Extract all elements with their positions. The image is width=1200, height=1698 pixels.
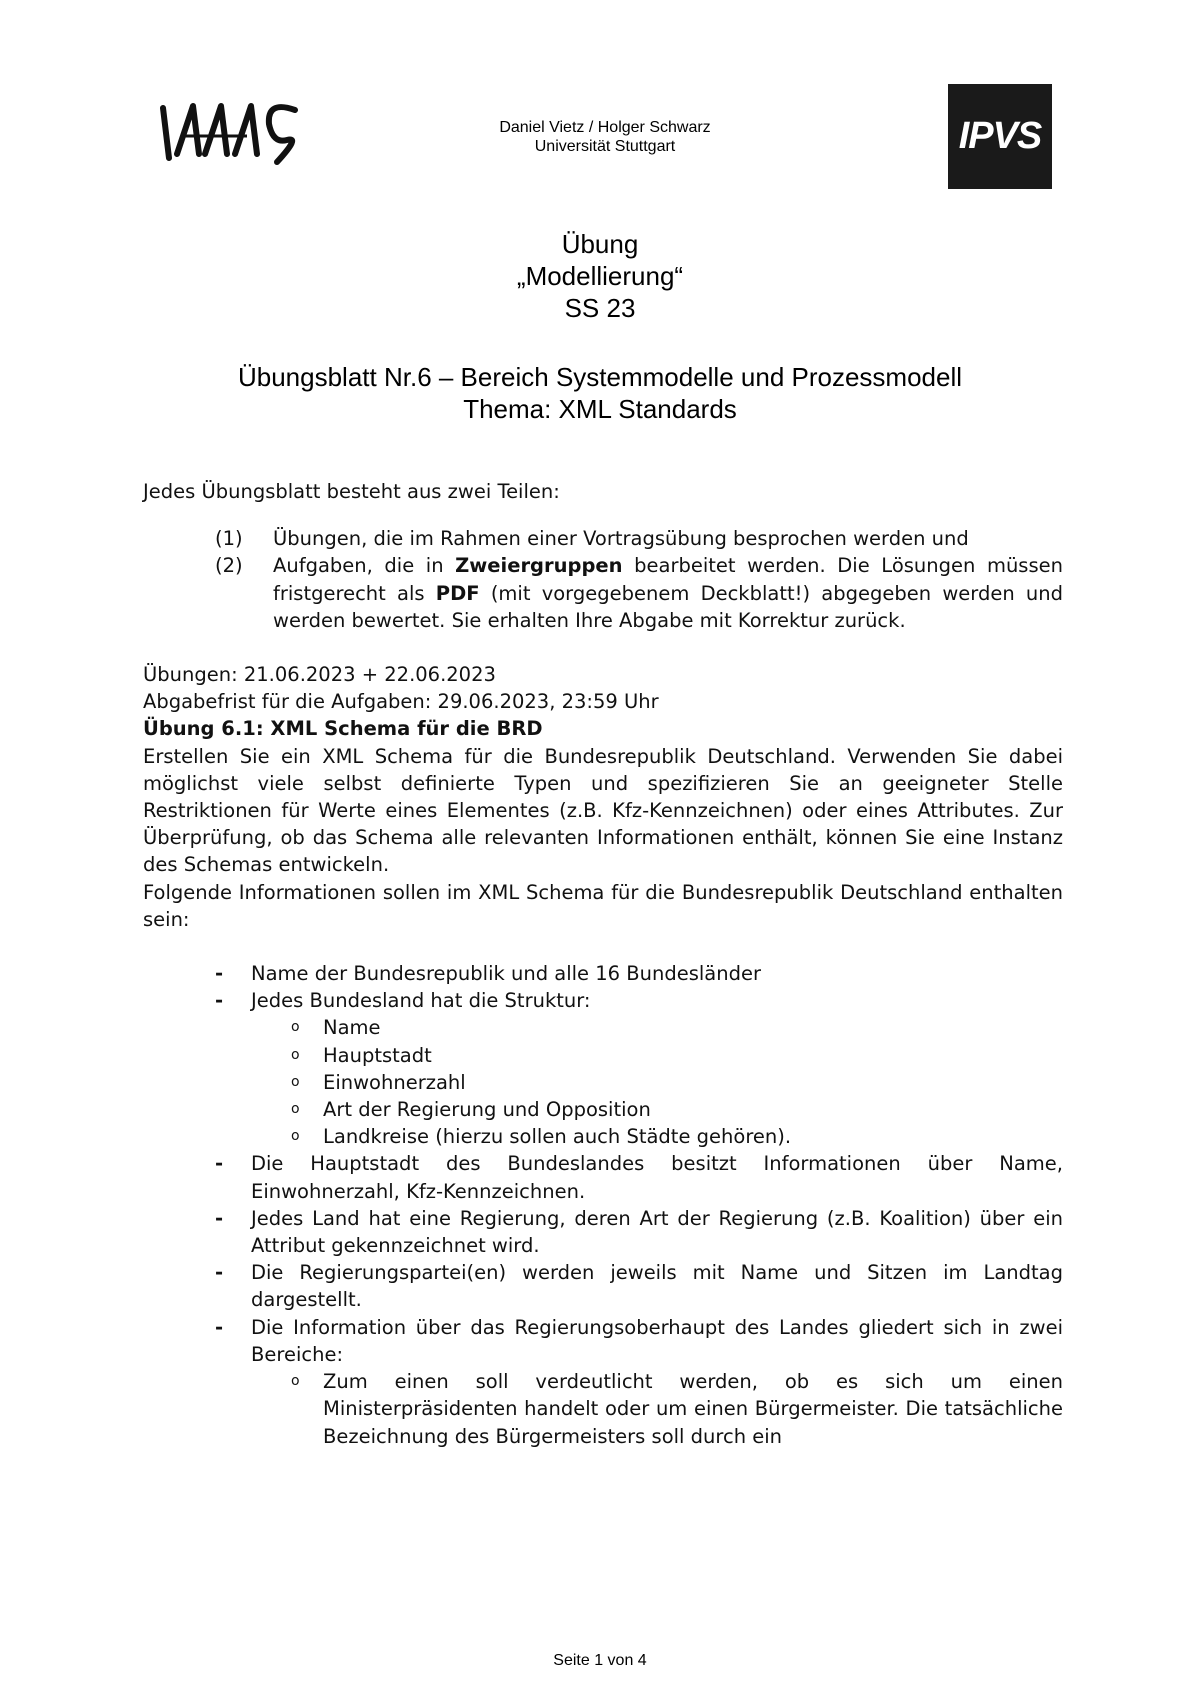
dash-bullet: -: [215, 1152, 224, 1176]
circle-bullet: o: [291, 1019, 300, 1036]
header-authors: [450, 118, 760, 156]
list-item: [143, 1259, 1063, 1313]
sub-list-item: [251, 1368, 1063, 1450]
ipvs-logo: [948, 84, 1052, 189]
list-item: [143, 1205, 1063, 1259]
list-number: (1): [215, 527, 243, 551]
sheet-number: Übungsblatt Nr.6 – Bereich Systemmodelle und Prozessmodell: [237, 362, 963, 392]
title-line-3: SS 23: [564, 293, 636, 323]
circle-bullet: o: [291, 1373, 300, 1390]
list-item: [143, 525, 1063, 552]
text-segment: Die Information über das Regierungsoberhaupt des Landes gliedert sich in zwei Bereiche:: [251, 1315, 1063, 1366]
list-text: Hauptstadt: [323, 1043, 432, 1067]
parts-list: [143, 525, 1063, 634]
sub-list: [251, 1014, 1063, 1150]
list-text: [251, 1314, 1063, 1450]
paragraph: Erstellen Sie ein XML Schema für die Bundesrepublik Deutschland. Verwenden Sie dabei möglichst viele selbst definierte Typen und spezifizieren Sie an geeigneter Stelle Restriktionen für Werte eines Elementes (z.B. Kfz-Kennzeichnen) oder eines Attributes. Zur Überprüfung, ob das Schema alle relevanten Informationen enthält, können Sie eine Instanz des Schemas entwickeln.: [143, 744, 1063, 877]
list-text: [251, 987, 1063, 1150]
list-item: [143, 552, 1063, 634]
sub-list-item: [251, 1069, 1063, 1096]
list-text: Übungen, die im Rahmen einer Vortragsübung besprochen werden und: [273, 527, 969, 551]
text-segment: (mit vorgegebenem Deckblatt!) abgegeben werden und werden bewertet. Sie erhalten Ihre Abgabe mit Korrektur zurück.: [273, 581, 1063, 632]
university-line: Universität Stuttgart: [534, 138, 676, 155]
list-item: [143, 987, 1063, 1150]
list-item: [143, 1150, 1063, 1204]
list-text: Name: [323, 1016, 381, 1040]
bold-text: Zweiergruppen: [455, 554, 623, 578]
dash-bullet: -: [215, 1261, 224, 1285]
list-text: Name der Bundesrepublik und alle 16 Bundesländer: [251, 962, 762, 986]
list-text: Die Regierungspartei(en) werden jeweils mit Name und Sitzen im Landtag dargestellt.: [251, 1261, 1063, 1312]
abgabefrist: Abgabefrist für die Aufgaben: 29.06.2023, 23:59 Uhr: [143, 690, 659, 714]
list-text: Art der Regierung und Opposition: [323, 1098, 651, 1122]
circle-bullet: o: [291, 1046, 300, 1063]
list-text: Landkreise (hierzu sollen auch Städte gehören).: [323, 1125, 792, 1149]
list-item: [143, 960, 1063, 987]
ipvs-logo-text: IPVS: [958, 115, 1042, 157]
requirements-list: [143, 960, 1063, 1450]
iaas-logo: [155, 96, 305, 176]
dash-bullet: -: [215, 1206, 224, 1230]
circle-bullet: o: [291, 1073, 300, 1090]
list-text: Einwohnerzahl: [323, 1070, 466, 1094]
title-line-2: „Modellierung“: [516, 261, 684, 291]
dash-bullet: -: [215, 962, 224, 986]
section-heading: Übung 6.1: XML Schema für die BRD: [143, 717, 543, 741]
sub-list-item: [251, 1096, 1063, 1123]
title-line-1: Übung: [561, 229, 639, 259]
sub-list-item: [251, 1042, 1063, 1069]
list-text: Zum einen soll verdeutlicht werden, ob es sich um einen Ministerpräsidenten handelt oder um einen Bürgermeister. Die tatsächliche Bezeichnung des Bürgermeisters soll durch ein: [323, 1370, 1063, 1448]
dash-bullet: -: [215, 1315, 224, 1339]
dash-bullet: -: [215, 989, 224, 1013]
list-number: (2): [215, 554, 243, 578]
list-item: [143, 1314, 1063, 1450]
authors-line: Daniel Vietz / Holger Schwarz: [499, 119, 711, 136]
list-text: [273, 552, 1063, 634]
sheet-title: [150, 361, 1050, 425]
list-text: Die Hauptstadt des Bundeslandes besitzt Informationen über Name, Einwohnerzahl, Kfz-Kennzeichnen.: [251, 1152, 1063, 1203]
paragraph: Folgende Informationen sollen im XML Schema für die Bundesrepublik Deutschland enthalten sein:: [143, 880, 1063, 931]
sub-list-item: [251, 1014, 1063, 1041]
text-segment: bearbeitet werden. Die Lösungen müssen fristgerecht als: [273, 554, 1063, 605]
circle-bullet: o: [291, 1128, 300, 1145]
text-segment: Aufgaben, die in: [273, 554, 456, 578]
text-segment: Jedes Bundesland hat die Struktur:: [251, 989, 591, 1013]
sheet-topic: Thema: XML Standards: [463, 394, 737, 424]
dates-block: [143, 661, 1063, 715]
uebungen-date: Übungen: 21.06.2023 + 22.06.2023: [143, 663, 496, 687]
page-footer: Seite 1 von 4: [553, 1652, 647, 1669]
course-title: [300, 228, 900, 324]
list-text: Jedes Land hat eine Regierung, deren Art der Regierung (z.B. Koalition) über ein Attribut gekennzeichnet wird.: [251, 1206, 1063, 1258]
sub-list-item: [251, 1123, 1063, 1150]
document-body: [143, 478, 1063, 1450]
intro-lead: Jedes Übungsblatt besteht aus zwei Teilen:: [143, 480, 560, 503]
bold-text: PDF: [435, 581, 480, 605]
circle-bullet: o: [291, 1101, 300, 1118]
sub-list: [251, 1368, 1063, 1450]
